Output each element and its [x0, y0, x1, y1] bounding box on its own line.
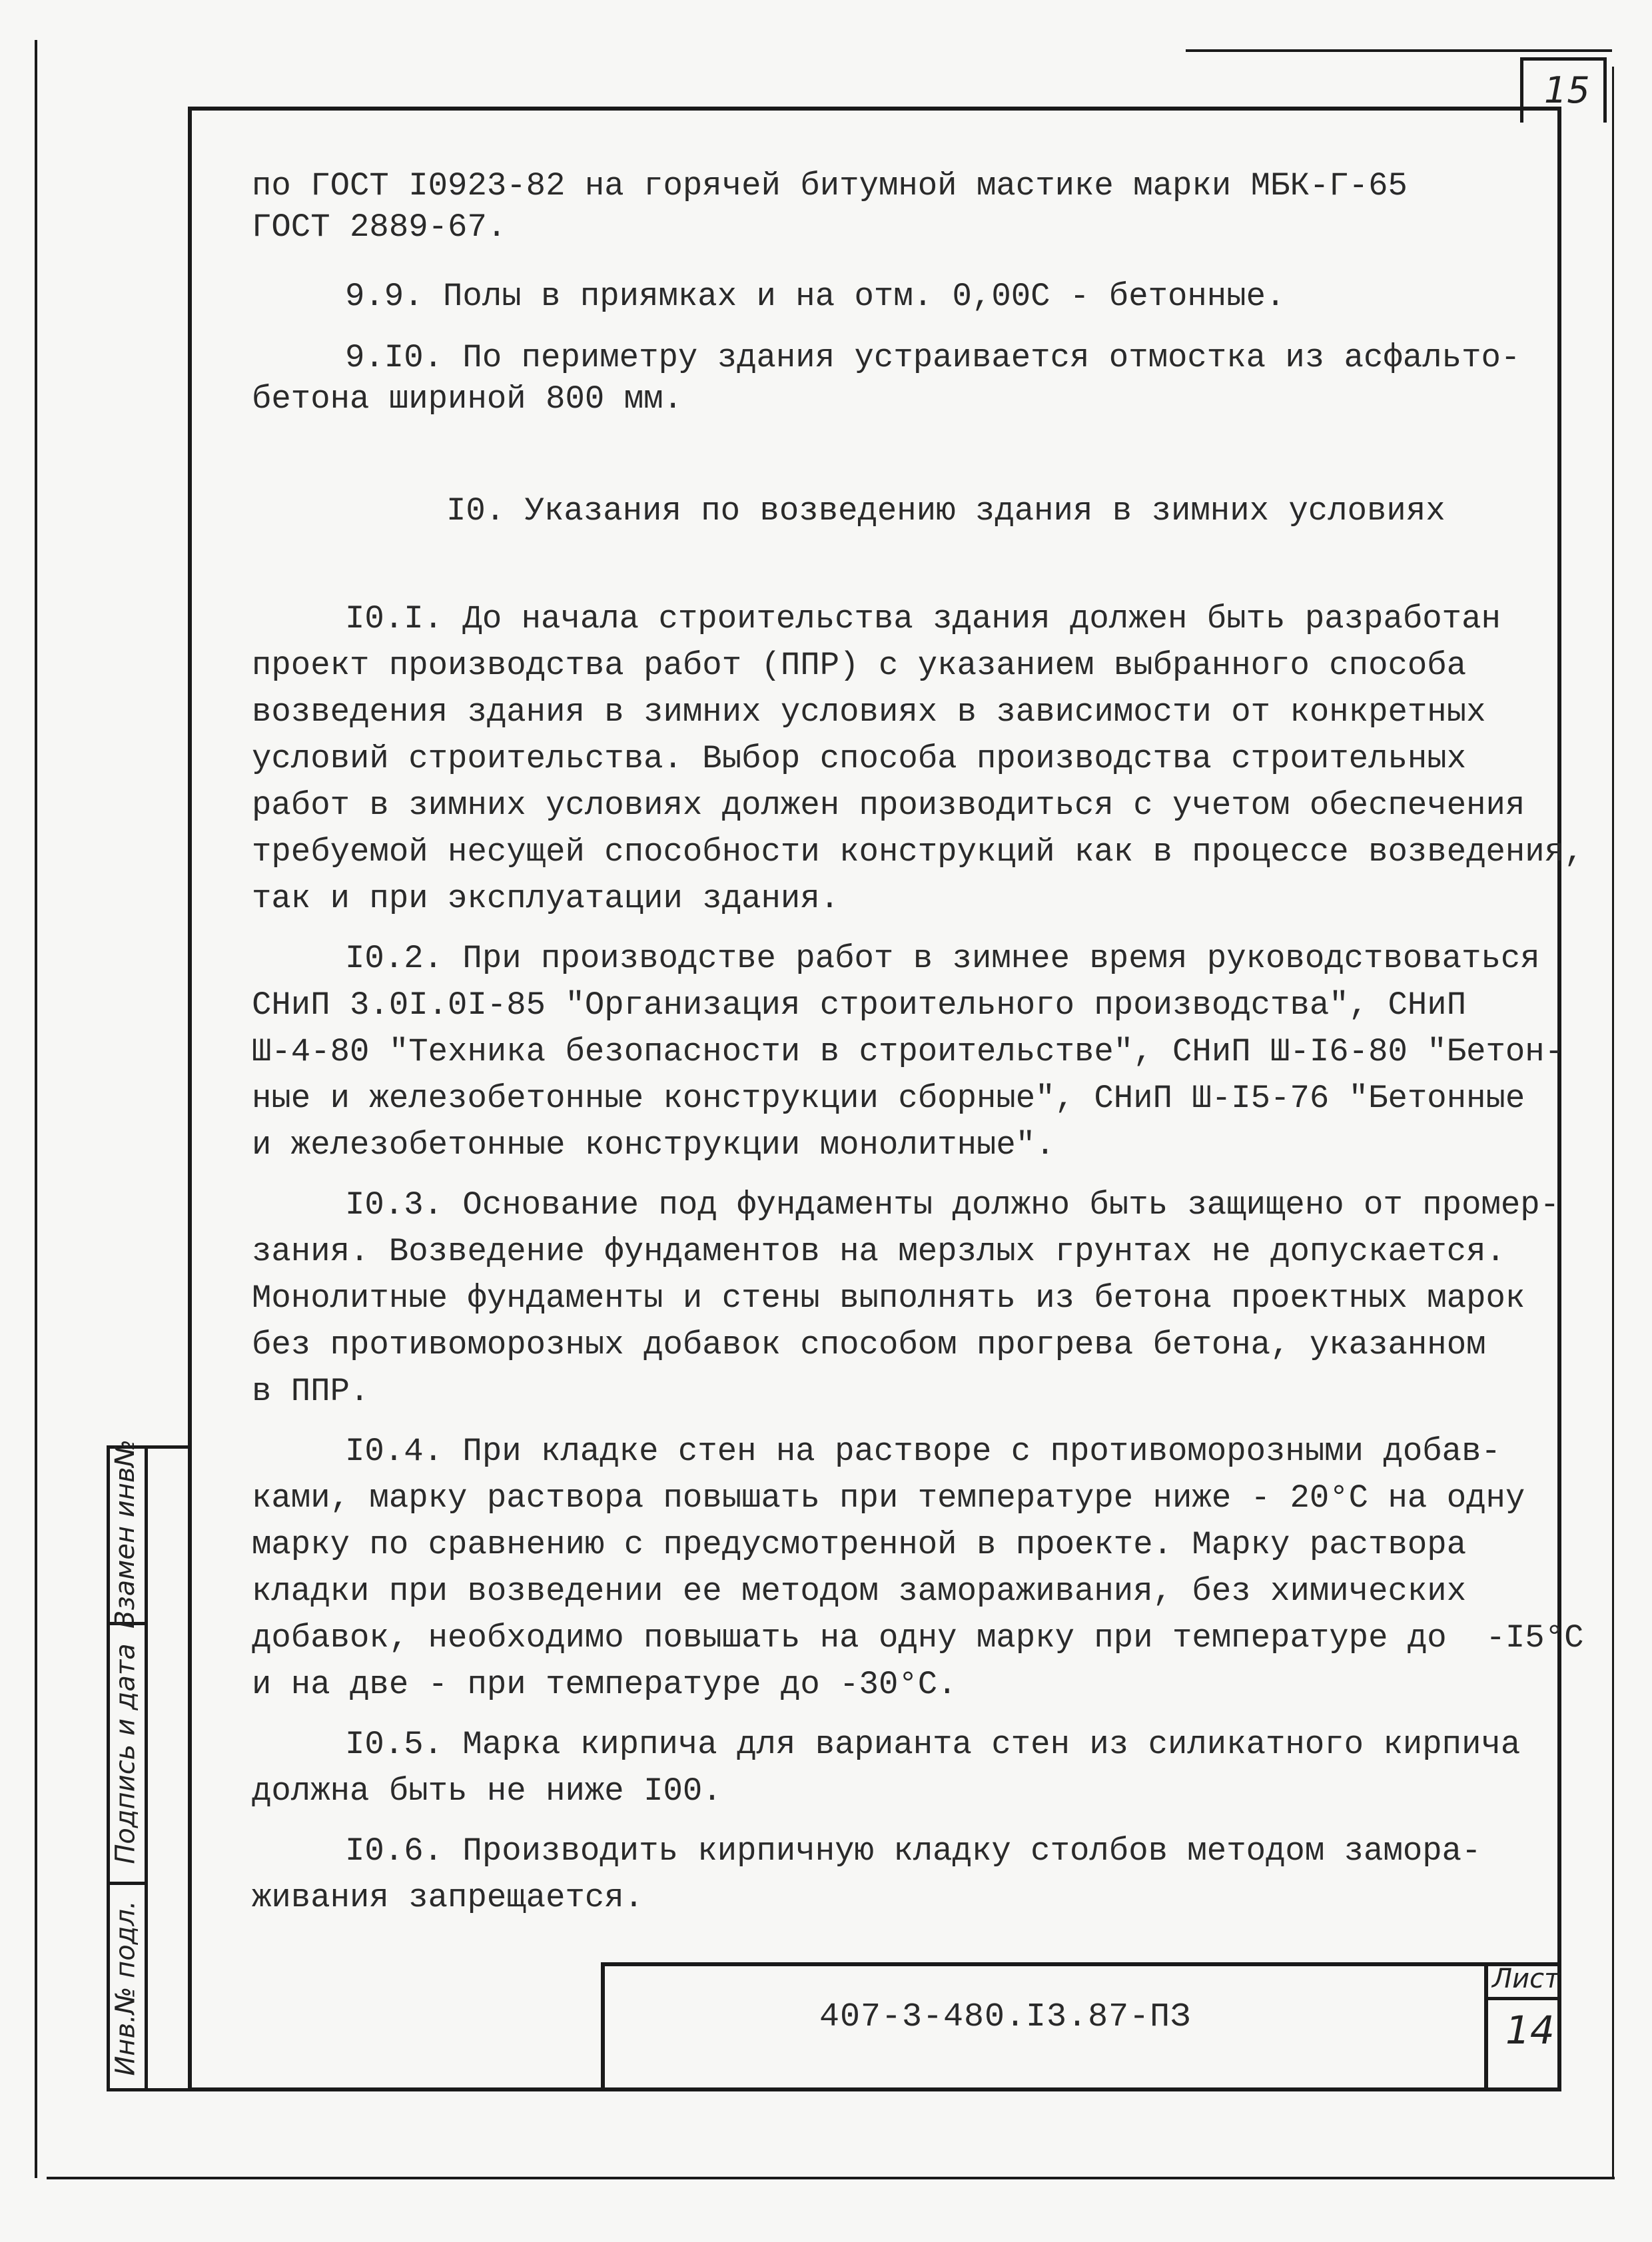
side-cell-inv-orig — [107, 1885, 148, 2091]
text-line: и железобетонные конструкции монолитные". — [252, 1126, 1055, 1164]
top-short-line — [1186, 49, 1612, 52]
text-line: ками, марку раствора повышать при температуре ниже - 20°С на одну — [252, 1479, 1525, 1517]
left-border-line — [35, 40, 37, 2178]
sheet-box — [1484, 1962, 1561, 2091]
side-label-replaced-inv: Взамен инв№ — [110, 1439, 141, 1629]
text-line: I0.3. Основание под фундаменты должно быть защищено от промер- — [345, 1186, 1560, 1224]
text-line: по ГОСТ I0923-82 на горячей битумной мастике марки МБК-Г-65 — [252, 167, 1408, 204]
sheet-label: Лист — [1492, 1964, 1560, 1994]
text-line: ГОСТ 2889-67. — [252, 208, 507, 246]
text-line: должна быть не ниже I00. — [252, 1772, 722, 1810]
text-line: 9.9. Полы в приямках и на отм. 0,00С - бетонные. — [345, 278, 1286, 315]
page-number: 15 — [1544, 69, 1590, 111]
bottom-border-line — [47, 2177, 1615, 2179]
text-line: I0.2. При производстве работ в зимнее время руководствоваться — [345, 940, 1540, 977]
text-line: I0.4. При кладке стен на растворе с противоморозными добав- — [345, 1433, 1501, 1470]
text-line: работ в зимних условиях должен производиться с учетом обеспечения — [252, 787, 1525, 824]
text-line: условий строительства. Выбор способа производства строительных — [252, 740, 1467, 777]
sheet-divider — [1488, 1997, 1561, 2000]
text-line: добавок, необходимо повышать на одну марку при температуре до -I5°С — [252, 1619, 1584, 1657]
side-cell-signature-date — [107, 1625, 148, 1885]
text-line: без противоморозных добавок способом прогрева бетона, указанном — [252, 1326, 1486, 1363]
text-line: ные и железобетонные конструкции сборные", СНиП Ш-I5-76 "Бетонные — [252, 1080, 1525, 1117]
text-line: живания запрещается. — [252, 1879, 644, 1916]
text-line: I0.5. Марка кирпича для варианта стен из силикатного кирпича — [345, 1726, 1521, 1763]
section-heading: I0. Указания по возведению здания в зимних условиях — [446, 492, 1446, 530]
sheet-number: 14 — [1505, 2008, 1555, 2053]
text-line: I0.I. До начала строительства здания должен быть разработан — [345, 600, 1501, 637]
text-line: марку по сравнению с предусмотренной в проекте. Марку раствора — [252, 1526, 1467, 1563]
text-line: зания. Возведение фундаментов на мерзлых грунтах не допускается. — [252, 1233, 1505, 1270]
text-line: Монолитные фундаменты и стены выполнять из бетона проектных марок — [252, 1280, 1525, 1317]
right-border-line — [1612, 67, 1614, 2178]
text-line: и на две - при температуре до -30°С. — [252, 1666, 957, 1703]
side-label-signature-date: Подпись и дата — [110, 1643, 141, 1864]
text-line: Ш-4-80 "Техника безопасности в строительстве", СНиП Ш-I6-80 "Бетон- — [252, 1033, 1565, 1070]
text-line: требуемой несущей способности конструкций как в процессе возведения, — [252, 833, 1584, 871]
text-line: бетона шириной 800 мм. — [252, 380, 683, 418]
text-line: в ППР. — [252, 1373, 370, 1410]
text-line: возведения здания в зимних условиях в зависимости от конкретных — [252, 693, 1486, 731]
text-line: проект производства работ (ППР) с указанием выбранного способа — [252, 647, 1467, 684]
text-line: кладки при возведении ее методом замораживания, без химических — [252, 1573, 1467, 1610]
text-line: так и при эксплуатации здания. — [252, 880, 840, 917]
text-line: СНиП 3.0I.0I-85 "Организация строительного производства", СНиП — [252, 986, 1467, 1024]
text-line: 9.I0. По периметру здания устраивается отмостка из асфальто- — [345, 339, 1521, 376]
side-cell-replaced-inv — [107, 1439, 148, 1629]
text-line: I0.6. Производить кирпичную кладку столбов методом замора- — [345, 1832, 1481, 1870]
document-code: 407-3-480.I3.87-ПЗ — [819, 1998, 1192, 2036]
side-label-inv-orig: Инв.№ подл. — [110, 1900, 141, 2076]
